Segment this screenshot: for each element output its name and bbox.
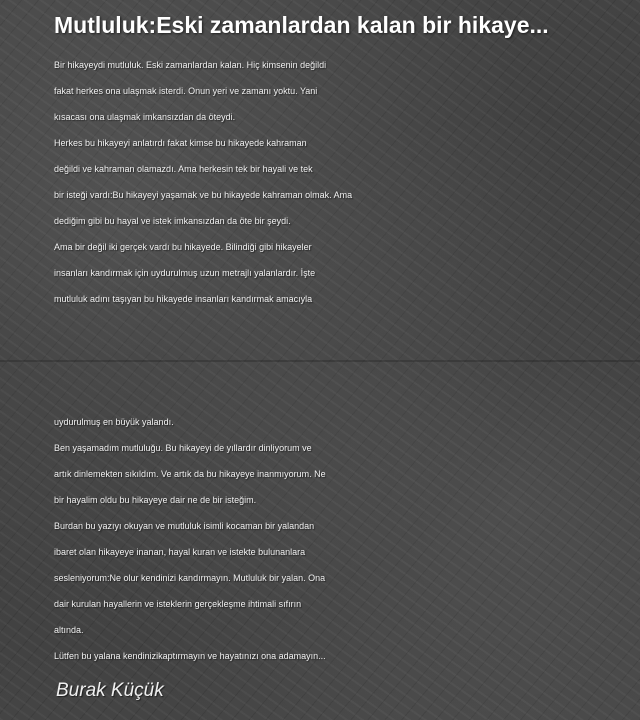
poem-line: mutluluk adını taşıyan bu hikayede insanları kandırmak amacıyla bbox=[54, 294, 313, 304]
poem-line: bir isteği vardı:Bu hikayeyi yaşamak ve bu hikayede kahraman olmak. Ama bbox=[54, 190, 353, 200]
poem-line: insanları kandırmak için uydurulmuş uzun metrajlı yalanlardır. İşte bbox=[54, 268, 316, 278]
poem-line: sesleniyorum:Ne olur kendinizi kandırmayın. Mutluluk bir yalan. Ona bbox=[54, 573, 326, 583]
poem-line: dair kurulan hayallerin ve isteklerin gerçekleşme ihtimali sıfırın bbox=[54, 599, 302, 609]
poem-text-part-1 bbox=[54, 52, 640, 312]
poem-line: değildi ve kahraman olamazdı. Ama herkesin tek bir hayali ve tek bbox=[54, 164, 313, 174]
poem-line: bir hayalim oldu bu hikayeye dair ne de bir isteğim. bbox=[54, 495, 257, 505]
poem-author: Burak Küçük bbox=[56, 680, 164, 701]
poem-line: Burdan bu yazıyı okuyan ve mutluluk isimli kocaman bir yalandan bbox=[54, 521, 315, 531]
poem-line: Ben yaşamadım mutluluğu. Bu hikayeyi de yıllardır dinliyorum ve bbox=[54, 443, 312, 453]
poem-line: dediğim gibi bu hayal ve istek imkansızdan da öte bir şeydi. bbox=[54, 216, 291, 226]
section-divider bbox=[0, 360, 640, 362]
poem-line: ibaret olan hikayeye inanan, hayal kuran ve istekte bulunanlara bbox=[54, 547, 306, 557]
poem-line: Lütfen bu yalana kendinizikaptırmayın ve hayatınızı ona adamayın... bbox=[54, 651, 326, 661]
poem-title: Mutluluk:Eski zamanlardan kalan bir hikaye... bbox=[54, 12, 549, 38]
poem-line: Herkes bu hikayeyi anlatırdı fakat kimse bu hikayede kahraman bbox=[54, 138, 307, 148]
poem-line: kısacası ona ulaşmak imkansızdan da öteydi. bbox=[54, 112, 236, 122]
poem-line: altında. bbox=[54, 625, 84, 635]
poem-line: fakat herkes ona ulaşmak isterdi. Onun yeri ve zamanı yoktu. Yani bbox=[54, 86, 318, 96]
poem-text-part-2 bbox=[54, 409, 640, 669]
poem-line: Ama bir değil iki gerçek vardı bu hikayede. Bilindiği gibi hikayeler bbox=[54, 242, 312, 252]
poem-line: uydurulmuş en büyük yalandı. bbox=[54, 417, 174, 427]
poem-line: artık dinlemekten sıkıldım. Ve artık da bu hikayeye inanmıyorum. Ne bbox=[54, 469, 326, 479]
poem-line: Bir hikayeydi mutluluk. Eski zamanlardan kalan. Hiç kimsenin değildi bbox=[54, 60, 327, 70]
